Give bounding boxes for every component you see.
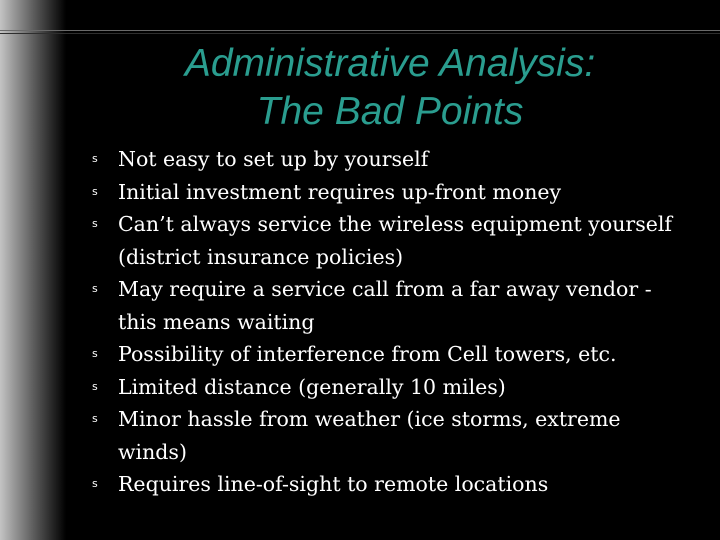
- bullet-marker-icon: s: [92, 347, 98, 360]
- top-divider-line-secondary: [0, 33, 720, 34]
- bullet-item: [0, 143, 720, 176]
- bullet-text: Limited distance (generally 10 miles): [118, 374, 506, 399]
- bullet-item: [0, 273, 720, 338]
- bullet-text-continuation: winds): [118, 439, 187, 464]
- bullet-marker-icon: s: [92, 152, 98, 165]
- bullet-item: [0, 176, 720, 209]
- bullet-text: Not easy to set up by yourself: [118, 147, 429, 171]
- bullet-marker-icon: s: [92, 477, 98, 490]
- bullet-text: May require a service call from a far away vendor -: [118, 277, 652, 301]
- top-divider-line: [0, 30, 720, 31]
- slide-title-line-2: The Bad Points: [256, 90, 524, 133]
- bullet-text-continuation: this means waiting: [118, 309, 315, 334]
- slide-title: [90, 40, 690, 136]
- bullet-list: [0, 143, 720, 501]
- bullet-text: Minor hassle from weather (ice storms, extreme: [118, 407, 621, 431]
- bullet-text: Can’t always service the wireless equipment yourself: [118, 212, 673, 236]
- slide-title-line-1: Administrative Analysis:: [184, 42, 596, 85]
- bullet-item: [0, 468, 720, 501]
- bullet-item: [0, 338, 720, 371]
- bullet-text: Requires line-of-sight to remote locations: [118, 472, 549, 496]
- bullet-marker-icon: s: [92, 412, 98, 425]
- bullet-marker-icon: s: [92, 379, 98, 393]
- bullet-item: [0, 371, 720, 404]
- bullet-marker-icon: s: [92, 217, 98, 230]
- bullet-text-continuation: (district insurance policies): [118, 244, 404, 269]
- bullet-item: [0, 403, 720, 468]
- bullet-text: Possibility of interference from Cell towers, etc.: [118, 342, 617, 366]
- bullet-item: [0, 208, 720, 273]
- bullet-text: Initial investment requires up-front money: [118, 179, 562, 204]
- bullet-marker-icon: s: [92, 282, 98, 295]
- bullet-marker-icon: s: [92, 184, 98, 198]
